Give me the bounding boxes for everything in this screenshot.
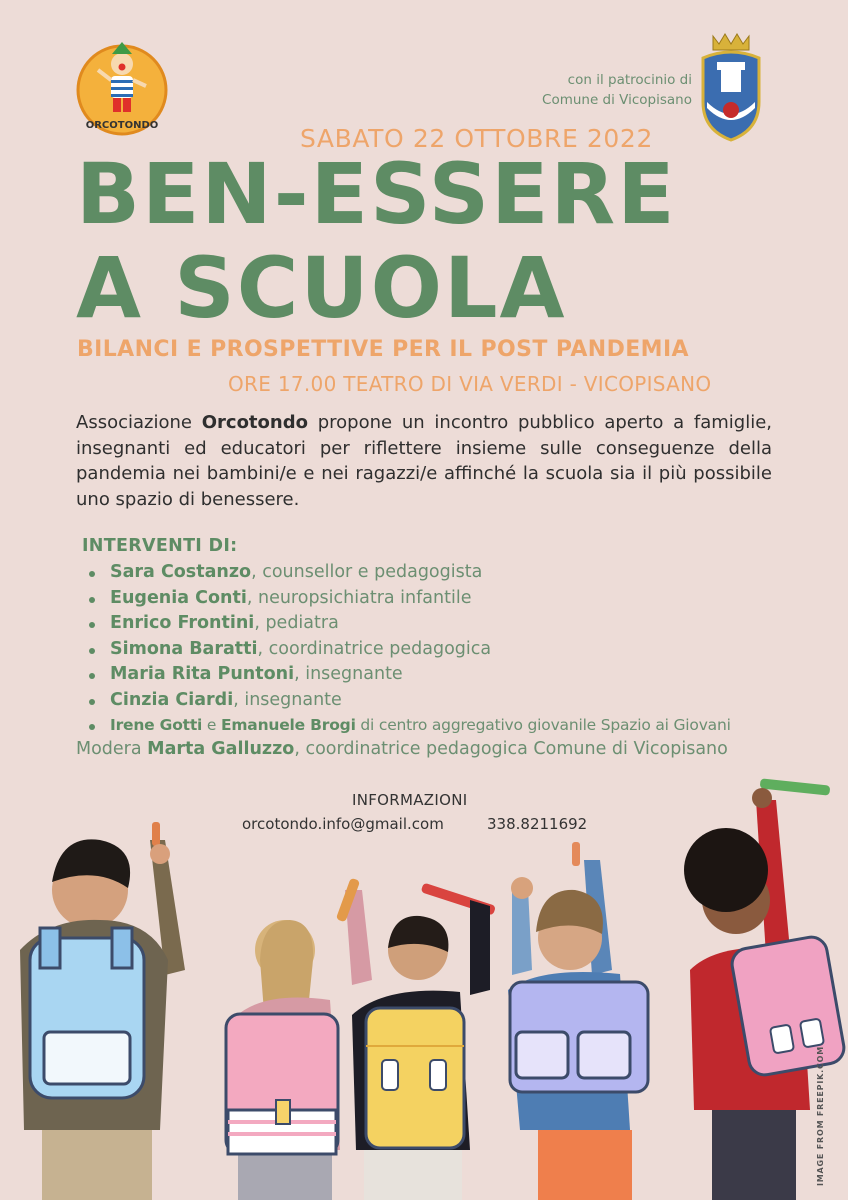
info-email[interactable]: orcotondo.info@gmail.com — [242, 815, 444, 833]
speaker-name: Simona Baratti — [110, 638, 258, 659]
speaker-item — [88, 662, 731, 688]
info-label: INFORMAZIONI — [352, 791, 468, 809]
intro-paragraph — [76, 410, 772, 512]
moderator-role: , coordinatrice pedagogica Comune di Vicopisano — [294, 739, 728, 759]
patronage-line1: con il patrocinio di — [567, 72, 692, 88]
speaker-role: , counsellor e pedagogista — [251, 562, 483, 582]
speaker-conjunction: e — [202, 716, 221, 734]
child-figure — [20, 822, 185, 1200]
intro-before: Associazione — [76, 412, 202, 433]
speaker-name: Enrico Frontini — [110, 613, 255, 633]
orcotondo-logo — [76, 40, 168, 138]
info-phone[interactable]: 338.8211692 — [487, 815, 588, 833]
image-credit: IMAGE FROM FREEPIK.COM — [816, 1046, 825, 1186]
event-subtitle: BILANCI E PROSPETTIVE PER IL POST PANDEMIA — [77, 337, 689, 362]
child-figure — [508, 842, 648, 1200]
speaker-role: , insegnante — [294, 664, 403, 684]
speaker-name: Emanuele Brogi — [220, 716, 356, 734]
speakers-heading: INTERVENTI DI: — [82, 536, 238, 556]
speaker-item — [88, 688, 731, 714]
speaker-role: , insegnante — [233, 689, 342, 710]
event-venue: ORE 17.00 TEATRO DI VIA VERDI - VICOPISANO — [228, 372, 712, 396]
speaker-name: Maria Rita Puntoni — [110, 664, 295, 684]
speaker-name: Eugenia Conti — [110, 587, 247, 608]
event-title-line1: BEN-ESSERE — [76, 145, 677, 243]
speaker-item — [88, 637, 731, 663]
moderator-line — [76, 739, 728, 759]
child-figure — [226, 878, 372, 1200]
speaker-role: , pediatra — [254, 613, 339, 633]
intro-after: propone un incontro pubblico aperto a famiglie, insegnanti ed educatori per riflettere insieme sulle conseguenze della pandemia nei bambini/e e nei ragazzi/e affinché la scuola sia il più possibile uno spazio di benessere. — [76, 412, 772, 510]
speaker-name: Cinzia Ciardi — [110, 689, 234, 710]
child-figure — [352, 883, 496, 1200]
speaker-role: di centro aggregativo giovanile Spazio ai Giovani — [355, 716, 731, 734]
speaker-item — [88, 611, 731, 637]
event-title-line2: A SCUOLA — [76, 239, 567, 337]
patronage-text — [480, 70, 692, 110]
speaker-role: , neuropsichiatra infantile — [246, 587, 472, 608]
logo-text: ORCOTONDO — [85, 120, 159, 131]
speaker-role: , coordinatrice pedagogica — [257, 638, 492, 659]
speaker-name: Sara Costanzo — [110, 562, 252, 582]
speakers-list — [88, 560, 731, 739]
speaker-item — [88, 713, 731, 739]
speaker-item — [88, 560, 731, 586]
moderator-name: Marta Galluzzo — [147, 739, 295, 759]
moderator-label: Modera — [76, 739, 148, 759]
patronage-line2: Comune di Vicopisano — [542, 92, 692, 108]
intro-org-name: Orcotondo — [201, 412, 308, 433]
speaker-item — [88, 586, 731, 612]
municipal-crest-icon — [697, 32, 765, 144]
speaker-name: Irene Gotti — [110, 716, 203, 734]
children-backpacks-illustration — [0, 770, 848, 1200]
event-date: SABATO 22 OTTOBRE 2022 — [300, 124, 653, 153]
